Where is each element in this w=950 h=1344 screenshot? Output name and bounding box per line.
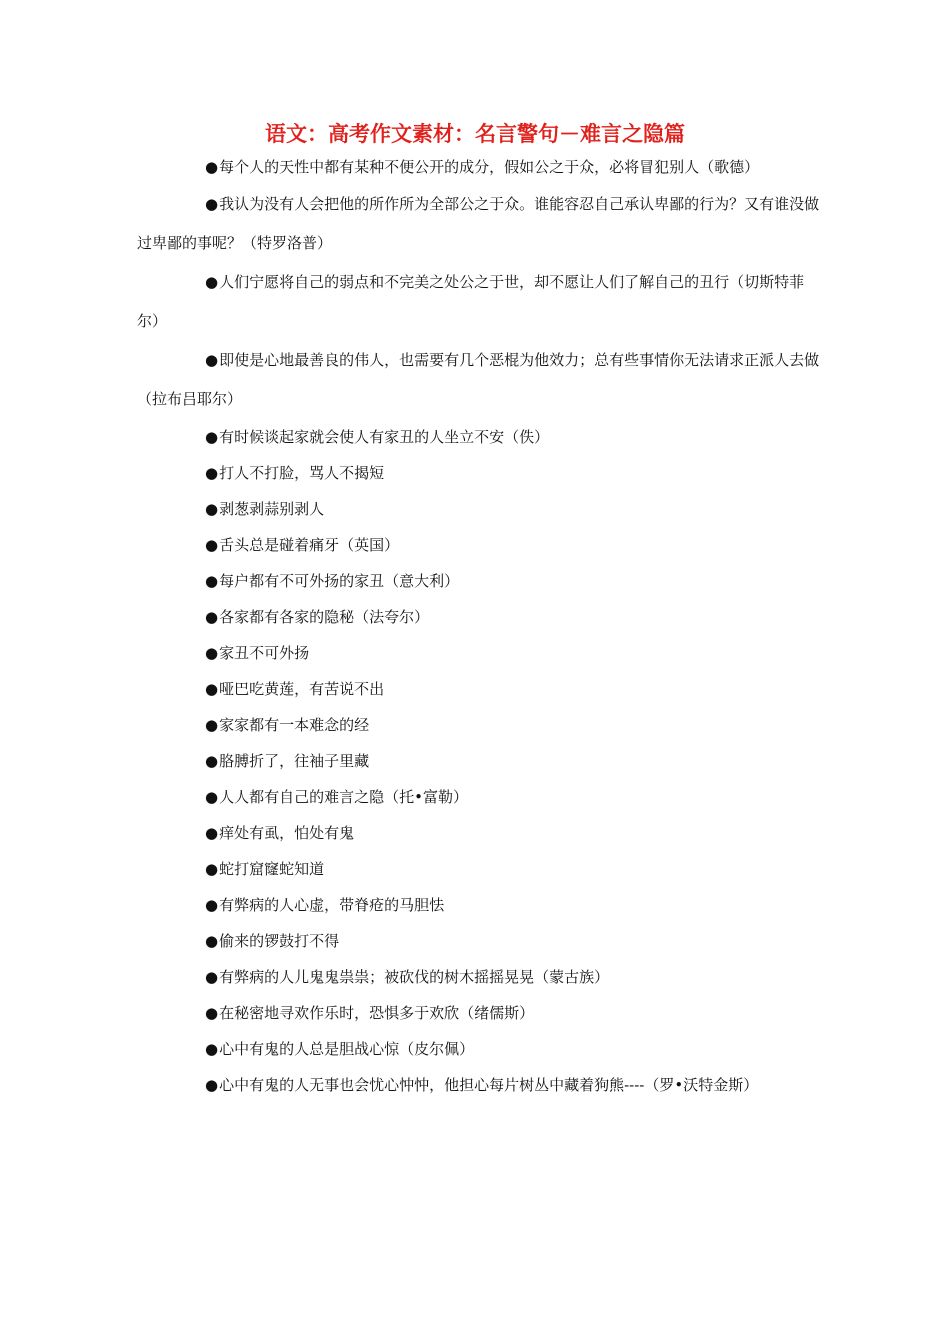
- quote-text: 心中有鬼的人无事也会忧心忡忡，他担心每片树丛中藏着狗熊----（罗•沃特金斯）: [219, 1076, 759, 1094]
- bullet-icon: ●: [205, 273, 219, 291]
- bullet-icon: ●: [205, 536, 219, 554]
- quote-text: 每户都有不可外扬的家丑（意大利）: [219, 572, 460, 590]
- quote-text: 即使是心地最善良的伟人，也需要有几个恶棍为他效力；总有些事情你无法请求正派人去做（拉布吕耶尔）: [137, 351, 820, 408]
- quote-text: 有弊病的人心虚，带脊疮的马胆怯: [219, 896, 445, 914]
- list-item: [137, 959, 820, 995]
- quote-text: 在秘密地寻欢作乐时，恐惧多于欢欣（绪儒斯）: [219, 1004, 535, 1022]
- quote-text: 胳膊折了，往袖子里藏: [219, 752, 370, 770]
- quote-text: 痒处有虱，怕处有鬼: [219, 824, 355, 842]
- list-item: [137, 419, 820, 455]
- list-item: [137, 185, 820, 263]
- bullet-icon: ●: [205, 158, 219, 176]
- list-item: [137, 671, 820, 707]
- quote-text: 每个人的天性中都有某种不便公开的成分，假如公之于众，必将冒犯别人（歌德）: [219, 158, 760, 176]
- bullet-icon: ●: [205, 968, 219, 986]
- quote-text: 偷来的锣鼓打不得: [219, 932, 340, 950]
- quote-text: 蛇打窟窿蛇知道: [219, 860, 325, 878]
- quote-text: 家丑不可外扬: [219, 644, 310, 662]
- quote-text: 剥葱剥蒜别剥人: [219, 500, 325, 518]
- bullet-icon: ●: [205, 351, 219, 369]
- list-item: [137, 635, 820, 671]
- list-item: [137, 923, 820, 959]
- list-item: [137, 707, 820, 743]
- list-item: [137, 491, 820, 527]
- bullet-icon: ●: [205, 464, 219, 482]
- list-item: [137, 149, 820, 185]
- bullet-icon: ●: [205, 572, 219, 590]
- list-item: [137, 341, 820, 419]
- quote-text: 有弊病的人儿鬼鬼祟祟；被砍伐的树木摇摇晃晃（蒙古族）: [219, 968, 610, 986]
- bullet-icon: ●: [205, 860, 219, 878]
- bullet-icon: ●: [205, 788, 219, 806]
- list-item: [137, 743, 820, 779]
- list-item: [137, 779, 820, 815]
- quote-text: 有时候谈起家就会使人有家丑的人坐立不安（佚）: [219, 428, 550, 446]
- bullet-icon: ●: [205, 896, 219, 914]
- page-title: 语文：高考作文素材：名言警句－难言之隐篇: [265, 122, 685, 146]
- bullet-icon: ●: [205, 644, 219, 662]
- quote-text: 心中有鬼的人总是胆战心惊（皮尔佩）: [219, 1040, 475, 1058]
- list-item: [137, 527, 820, 563]
- list-item: [137, 563, 820, 599]
- bullet-icon: ●: [205, 752, 219, 770]
- bullet-icon: ●: [205, 1004, 219, 1022]
- bullet-icon: ●: [205, 680, 219, 698]
- list-item: [137, 887, 820, 923]
- bullet-icon: ●: [205, 608, 219, 626]
- bullet-icon: ●: [205, 428, 219, 446]
- list-item: [137, 1031, 820, 1067]
- list-item: [137, 455, 820, 491]
- quote-text: 哑巴吃黄莲，有苦说不出: [219, 680, 385, 698]
- bullet-icon: ●: [205, 824, 219, 842]
- quote-text: 舌头总是碰着痛牙（英国）: [219, 536, 400, 554]
- list-item: [137, 1067, 820, 1103]
- quote-text: 各家都有各家的隐秘（法夸尔）: [219, 608, 430, 626]
- quote-text: 打人不打脸，骂人不揭短: [219, 464, 385, 482]
- list-item: [137, 263, 820, 341]
- list-item: [137, 995, 820, 1031]
- bullet-icon: ●: [205, 716, 219, 734]
- bullet-icon: ●: [205, 195, 219, 213]
- bullet-icon: ●: [205, 1040, 219, 1058]
- bullet-icon: ●: [205, 500, 219, 518]
- quote-list: [137, 149, 820, 1103]
- list-item: [137, 851, 820, 887]
- quote-text: 人们宁愿将自己的弱点和不完美之处公之于世，却不愿让人们了解自己的丑行（切斯特菲尔）: [137, 273, 805, 330]
- quote-text: 人人都有自己的难言之隐（托•富勒）: [219, 788, 468, 806]
- list-item: [137, 599, 820, 635]
- bullet-icon: ●: [205, 932, 219, 950]
- quote-text: 我认为没有人会把他的所作所为全部公之于众。谁能容忍自己承认卑鄙的行为？又有谁没做过卑鄙的事呢？（特罗洛普）: [137, 195, 820, 252]
- list-item: [137, 815, 820, 851]
- quote-text: 家家都有一本难念的经: [219, 716, 370, 734]
- bullet-icon: ●: [205, 1076, 219, 1094]
